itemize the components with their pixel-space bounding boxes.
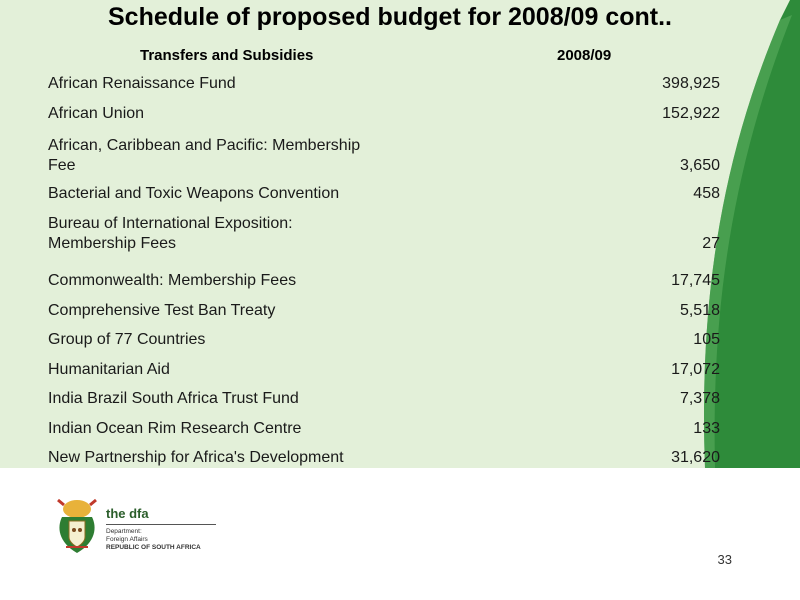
row-label-line: Group of 77 Countries (48, 331, 206, 348)
row-label (48, 419, 408, 439)
row-label-line: African Renaissance Fund (48, 75, 236, 92)
row-label-line: India Brazil South Africa Trust Fund (48, 390, 299, 407)
page-number: 33 (717, 552, 732, 567)
row-label (48, 301, 408, 321)
row-value: 17,745 (671, 272, 720, 289)
row-value: 152,922 (662, 105, 720, 122)
row-label-line: Bureau of International Exposition: (48, 215, 293, 232)
dfa-divider (106, 524, 216, 525)
row-label (48, 448, 408, 468)
row-label (48, 214, 408, 254)
table-header (40, 42, 730, 70)
row-label-line: Commonwealth: Membership Fees (48, 272, 297, 289)
row-value: 458 (693, 185, 720, 202)
row-label (48, 184, 408, 204)
dfa-foreign-affairs: Foreign Affairs (106, 536, 148, 543)
dfa-brand: the dfa (106, 506, 149, 521)
row-value: 3,650 (679, 157, 720, 174)
row-label-line: Indian Ocean Rim Research Centre (48, 420, 302, 437)
row-label-line: Membership Fees (48, 235, 177, 252)
row-label-line: African Union (48, 105, 145, 122)
row-value: 398,925 (662, 75, 720, 92)
row-label-line: Humanitarian Aid (48, 361, 170, 378)
row-label (48, 330, 408, 350)
row-value: 5,518 (679, 302, 720, 319)
row-value: 27 (702, 235, 720, 252)
dfa-department: Department: (106, 528, 142, 535)
dfa-republic: REPUBLIC OF SOUTH AFRICA (106, 544, 201, 551)
row-value: 7,378 (679, 390, 720, 407)
row-value: 17,072 (671, 361, 720, 378)
row-label (48, 271, 408, 291)
slide-title: Schedule of proposed budget for 2008/09 cont.. (108, 3, 672, 31)
row-label (48, 389, 408, 409)
row-value: 133 (693, 420, 720, 437)
row-label (48, 136, 408, 176)
header-year: 2008/09 (557, 47, 612, 64)
row-label (48, 360, 408, 380)
row-label-line: Comprehensive Test Ban Treaty (48, 302, 276, 319)
row-label-line: African, Caribbean and Pacific: Membership (48, 137, 361, 154)
row-label (48, 104, 408, 124)
coat-of-arms-logo (52, 497, 102, 557)
row-label-line: Fee (48, 157, 76, 174)
row-label-line: Bacterial and Toxic Weapons Convention (48, 185, 340, 202)
header-transfers-and-subsidies: Transfers and Subsidies (140, 47, 314, 64)
row-value: 31,620 (671, 449, 720, 466)
row-label-line: New Partnership for Africa's Development (48, 449, 344, 466)
row-value: 105 (693, 331, 720, 348)
row-label (48, 74, 408, 94)
